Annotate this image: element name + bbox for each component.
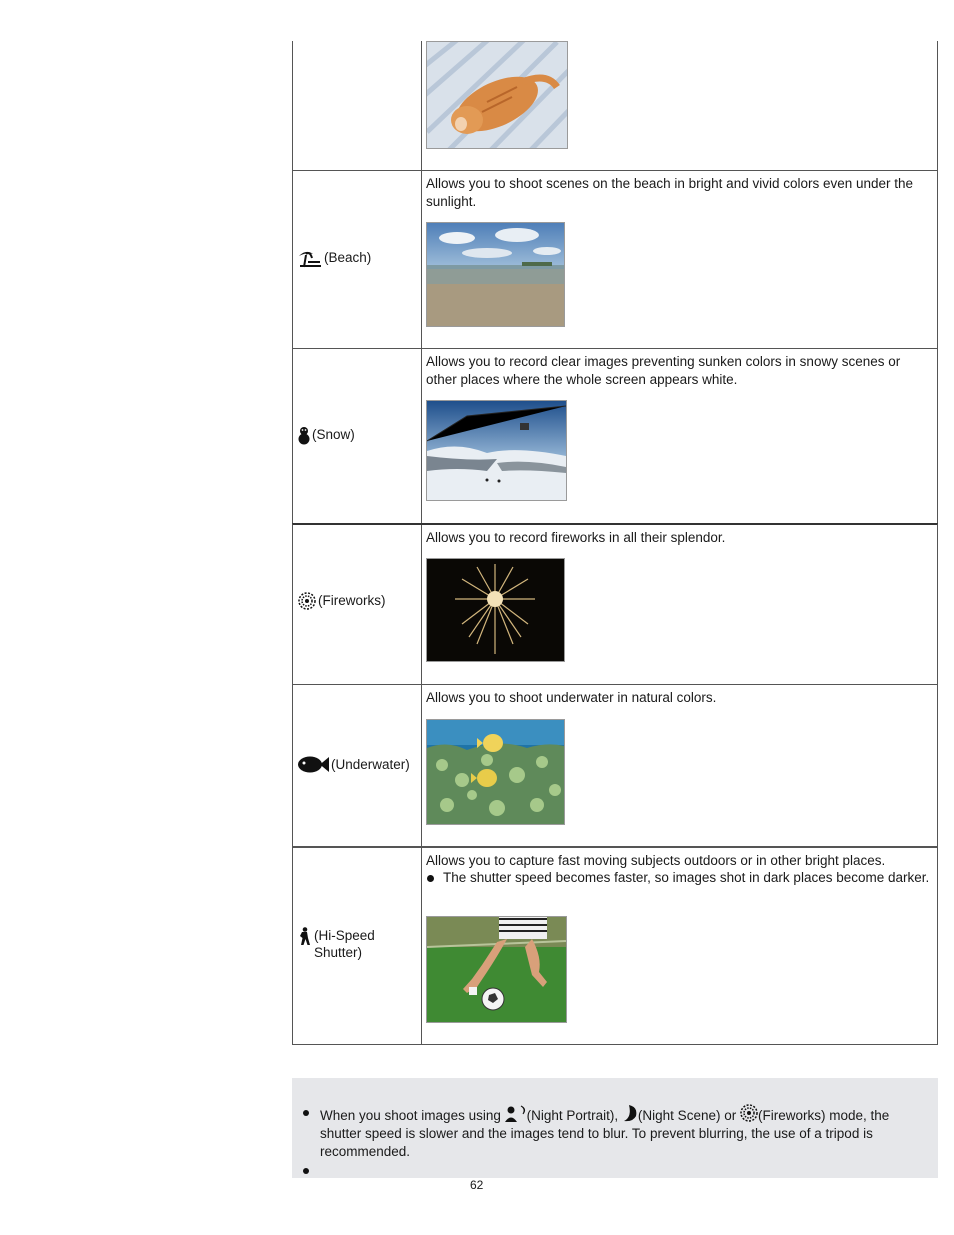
page-number: 62 (470, 1178, 484, 1192)
table-row: (Hi-Speed Shutter) Allows you to capture fast moving subjects outdoors or in other bright places. The shutter speed becomes faster, so images shot in dark places become darker. (292, 847, 938, 1045)
snow-photo (426, 400, 567, 501)
scene-name-hi-speed-shutter: (Hi-Speed Shutter) (298, 927, 404, 961)
scene-name-fireworks: (Fireworks) (298, 592, 386, 610)
underwater-fish-icon (298, 756, 329, 773)
night-portrait-icon (505, 1105, 527, 1122)
snow-icon (298, 426, 310, 445)
fireworks-icon (740, 1104, 758, 1122)
underwater-photo (426, 719, 565, 825)
scene-name-underwater: (Underwater) (298, 756, 410, 773)
fireworks-photo (426, 558, 565, 662)
night-scene-moon-icon (622, 1104, 638, 1122)
table-row: (Snow) Allows you to record clear images preventing sunken colors in snowy scenes or other places where the whole screen appears white. (292, 349, 938, 524)
note-box (292, 1078, 938, 1178)
table-row: (Beach) Allows you to shoot scenes on the beach in bright and vivid colors even under the sunlight. (292, 171, 938, 349)
scene-name-snow: (Snow) (298, 426, 355, 445)
hi-speed-shutter-icon (298, 927, 312, 946)
table-row: (Fireworks) Allows you to record fireworks in all their splendor. (292, 523, 938, 685)
table-row (292, 41, 938, 171)
soccer-photo (426, 916, 567, 1023)
cat-photo (426, 41, 568, 149)
beach-icon (298, 249, 322, 269)
note-item: When you shoot images using (Night Portrait), (Night Scene) or (Fireworks) mode, the shutter speed is slower and the images tend to blur. To prevent blurring, the use of a tripod is recommended. (320, 1104, 920, 1161)
fireworks-icon (298, 592, 316, 610)
list-item: The shutter speed becomes faster, so images shot in dark places become darker. (426, 869, 933, 887)
scene-name-beach: (Beach) (298, 249, 371, 269)
beach-photo (426, 222, 565, 327)
table-row: (Underwater) Allows you to shoot underwater in natural colors. (292, 685, 938, 847)
